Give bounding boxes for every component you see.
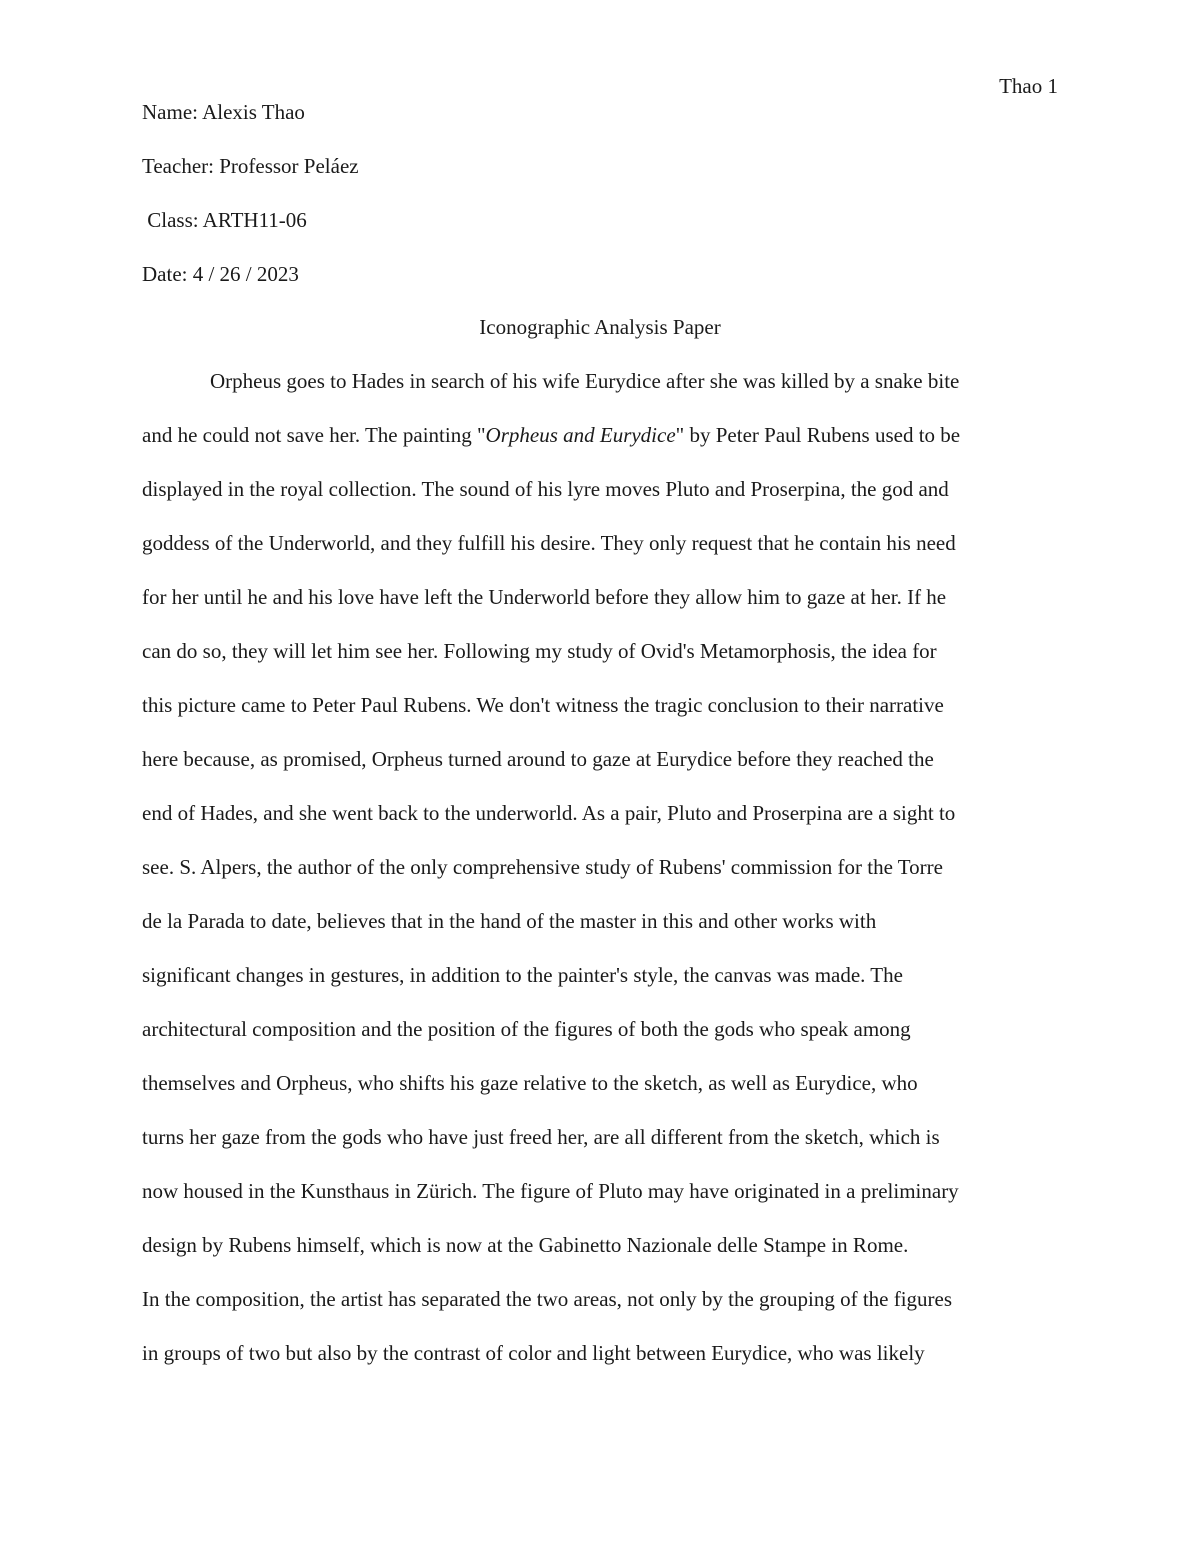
painting-title-italic: Orpheus and Eurydice [485, 423, 676, 447]
paragraph-line: end of Hades, and she went back to the underworld. As a pair, Pluto and Proserpina are a sight to [142, 801, 956, 825]
paragraph-line [142, 422, 1072, 476]
paragraph-line: architectural composition and the position of the figures of both the gods who speak among [142, 1017, 911, 1041]
class-name: Class: ARTH11-06 [142, 208, 307, 232]
teacher-name: Teacher: Professor Peláez [142, 154, 359, 178]
paragraph-line: significant changes in gestures, in addition to the painter's style, the canvas was made. The [142, 963, 903, 987]
paragraph-line: displayed in the royal collection. The sound of his lyre moves Pluto and Proserpina, the god and [142, 477, 949, 501]
date: Date: 4 / 26 / 2023 [142, 262, 299, 286]
page-header-number: Thao 1 [999, 74, 1058, 98]
paragraph-line: In the composition, the artist has separated the two areas, not only by the grouping of the figures [142, 1287, 953, 1311]
student-name: Name: Alexis Thao [142, 100, 305, 124]
paragraph-line: design by Rubens himself, which is now at the Gabinetto Nazionale delle Stampe in Rome. [142, 1233, 909, 1257]
paragraph-line: for her until he and his love have left the Underworld before they allow him to gaze at her. If he [142, 585, 947, 609]
paragraph-line: Orpheus goes to Hades in search of his wife Eurydice after she was killed by a snake bite [210, 369, 960, 393]
paragraph-line: themselves and Orpheus, who shifts his gaze relative to the sketch, as well as Eurydice, who [142, 1071, 918, 1095]
paragraph-line: goddess of the Underworld, and they fulfill his desire. They only request that he contain his need [142, 531, 956, 555]
essay-body [142, 368, 1072, 1394]
paragraph-line: can do so, they will let him see her. Following my study of Ovid's Metamorphosis, the idea for [142, 639, 937, 663]
paragraph-line: turns her gaze from the gods who have just freed her, are all different from the sketch, which is [142, 1125, 940, 1149]
paragraph-line: now housed in the Kunsthaus in Zürich. The figure of Pluto may have originated in a preliminary [142, 1179, 959, 1203]
paragraph-line: in groups of two but also by the contrast of color and light between Eurydice, who was likely [142, 1341, 925, 1365]
paragraph-line: here because, as promised, Orpheus turned around to gaze at Eurydice before they reached the [142, 747, 934, 771]
text-segment: " by Peter Paul Rubens used to be [675, 423, 961, 447]
paragraph-line: this picture came to Peter Paul Rubens. We don't witness the tragic conclusion to their narrative [142, 693, 944, 717]
paper-title: Iconographic Analysis Paper [479, 315, 721, 339]
text-segment: and he could not save her. The painting " [142, 423, 486, 447]
paragraph-line: de la Parada to date, believes that in the hand of the master in this and other works with [142, 909, 877, 933]
paragraph-line: see. S. Alpers, the author of the only comprehensive study of Rubens' commission for the Torre [142, 855, 943, 879]
